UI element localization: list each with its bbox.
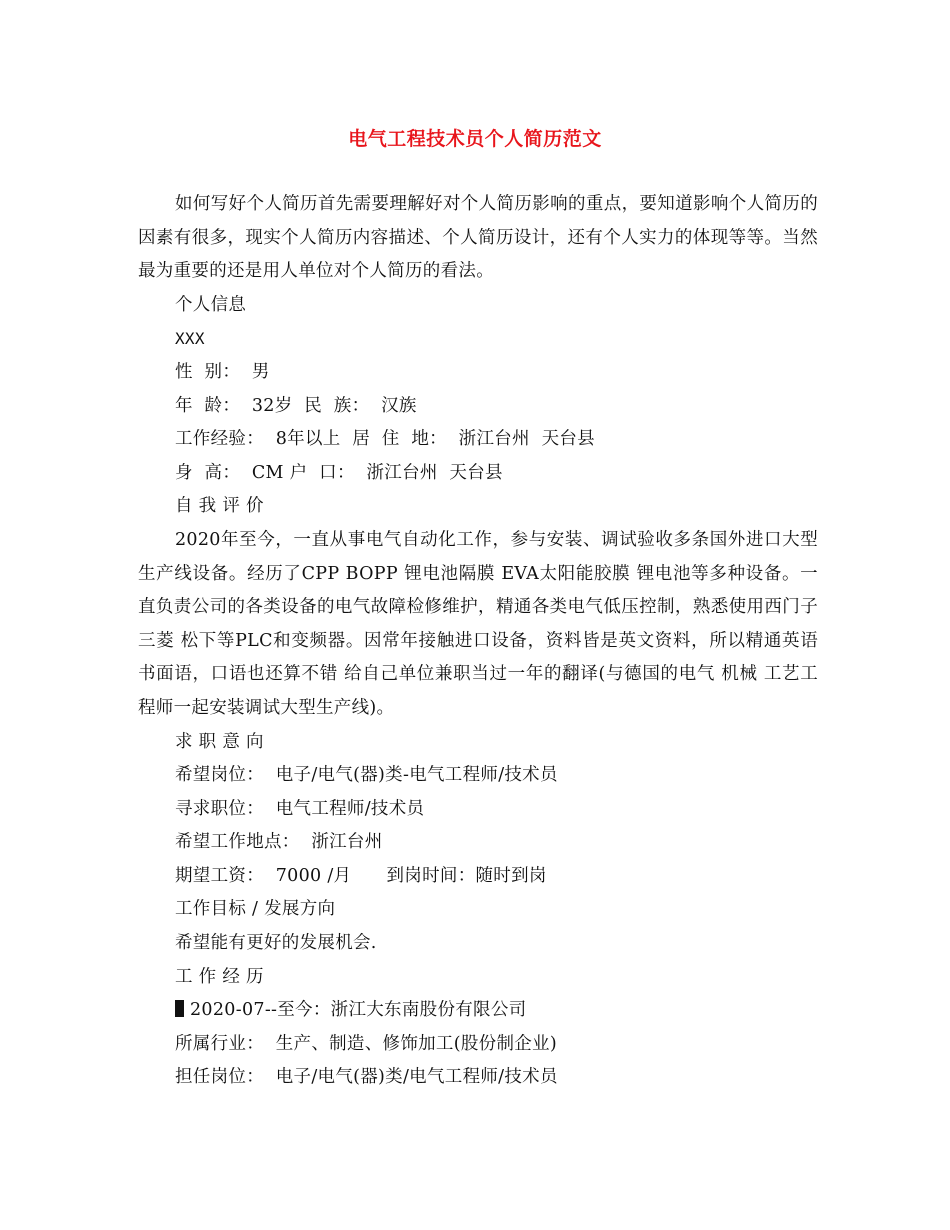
seek-position-line: 寻求职位： 电气工程师/技术员 [175, 798, 425, 819]
job-intent-heading: 求 职 意 向 [175, 731, 264, 752]
goal-heading: 工作目标 / 发展方向 [175, 899, 336, 920]
salary-line: 期望工资： 7000 /月 到岗时间：随时到岗 [175, 865, 547, 886]
role-line: 担任岗位： 电子/电气(器)类/电气工程师/技术员 [175, 1067, 558, 1088]
document-title: 电气工程技术员个人简历范文 [348, 128, 602, 150]
age-line: 年 龄： 32岁 民 族： 汉族 [175, 395, 417, 416]
self-evaluation-heading: 自 我 评 价 [175, 496, 264, 517]
gender-line: 性 别： 男 [175, 361, 270, 382]
bullet-bar-icon [175, 1000, 184, 1017]
document-body [138, 188, 818, 1095]
personal-info-heading: 个人信息 [175, 294, 247, 315]
industry-line: 所属行业： 生产、制造、修饰加工(股份制企业) [175, 1033, 557, 1054]
work-history-heading: 工 作 经 历 [175, 966, 264, 987]
job-period-text: 2020-07--至今：浙江大东南股份有限公司 [190, 1000, 527, 1021]
experience-line: 工作经验： 8年以上 居 住 地： 浙江台州 天台县 [175, 429, 595, 450]
goal-line: 希望能有更好的发展机会. [175, 933, 377, 954]
intro-paragraph: 如何写好个人简历首先需要理解好对个人简历影响的重点，要知道影响个人简历的因素有很多，现实个人简历内容描述、个人简历设计，还有个人实力的体现等等。当然最为重要的还是用人单位对个人简历的看法。 [138, 194, 818, 282]
self-evaluation-paragraph: 2020年至今，一直从事电气自动化工作，参与安装、调试验收多条国外进口大型生产线设备。经历了CPP BOPP 锂电池隔膜 EVA太阳能胶膜 锂电池等多种设备。一直负责公司的各类设备的电气故障检修维护，精通各类电气低压控制，熟悉使用西门子 三菱 松下等PLC和变频器。因常年接触进口设备，资料皆是英文资料，所以精通英语书面语，口语也还算不错 给自己单位兼职当过一年的翻译(与德国的电气 机械 工艺工程师一起安装调试大型生产线)。 [138, 529, 818, 718]
desired-location-line: 希望工作地点： 浙江台州 [175, 832, 383, 853]
name-line: XXX [175, 329, 205, 349]
job-period-line [138, 994, 818, 1028]
desired-position-line: 希望岗位： 电子/电气(器)类-电气工程师/技术员 [175, 765, 558, 786]
height-line: 身 高： CM 户 口： 浙江台州 天台县 [175, 462, 503, 483]
